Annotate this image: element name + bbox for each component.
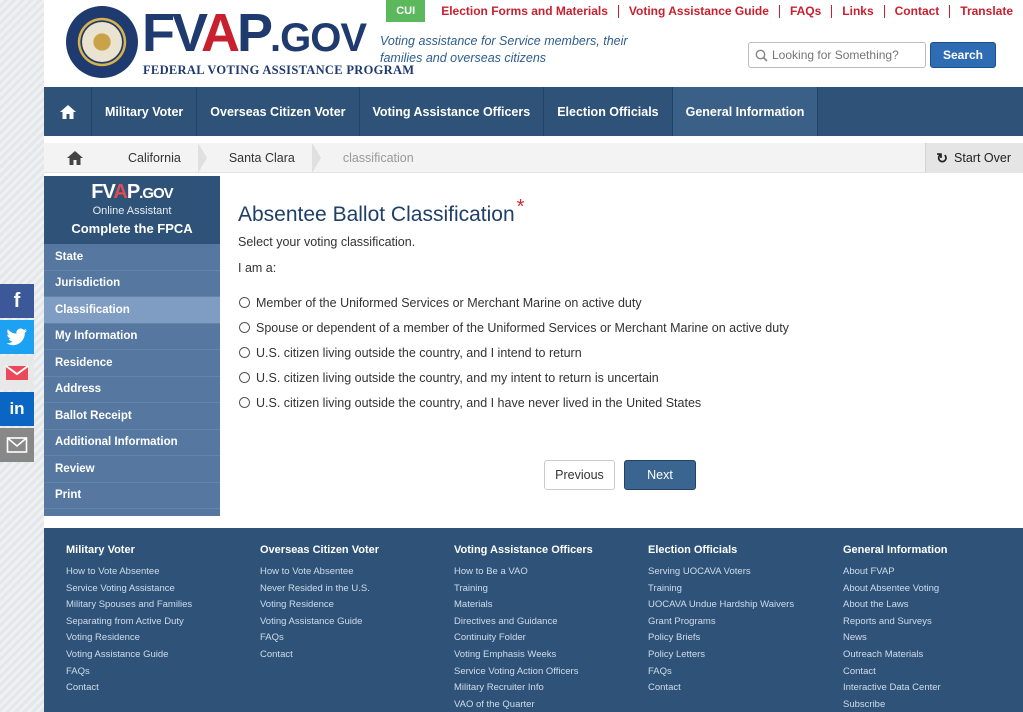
fvap-logo[interactable] [142, 3, 367, 65]
footer-link[interactable]: Interactive Data Center [843, 682, 941, 694]
footer-col-military-voter [66, 544, 192, 697]
footer-link[interactable]: Voting Emphasis Weeks [454, 648, 557, 660]
step-review[interactable]: Review [44, 456, 220, 483]
step-address[interactable]: Address [44, 377, 220, 404]
sb-logo-p: P [126, 181, 140, 203]
footer-link[interactable]: How to Vote Absentee [260, 566, 354, 577]
nav-voting-assistance-officers[interactable]: Voting Assistance Officers [360, 87, 545, 136]
footer-link[interactable]: Voting Assistance Guide [66, 648, 169, 660]
step-ballot-receipt[interactable]: Ballot Receipt [44, 403, 220, 430]
breadcrumb-home[interactable] [44, 143, 106, 173]
option-uniformed-services[interactable] [238, 290, 1008, 315]
footer-link[interactable]: Separating from Active Duty [66, 615, 184, 627]
next-button[interactable]: Next [624, 460, 696, 490]
search-icon [755, 49, 768, 62]
footer-heading: Voting Assistance Officers [454, 544, 593, 556]
footer-col-overseas-citizen [260, 544, 379, 664]
footer-link[interactable]: Grant Programs [648, 615, 716, 627]
footer-link[interactable]: Subscribe [843, 698, 886, 710]
page [44, 0, 1023, 712]
logo-fv: FV [142, 3, 201, 63]
facebook-glyph: f [13, 289, 21, 312]
footer-link[interactable]: Contact [66, 682, 99, 694]
step-list [44, 244, 220, 509]
footer-link[interactable]: Policy Letters [648, 648, 706, 660]
nav-overseas-citizen-voter[interactable]: Overseas Citizen Voter [197, 87, 359, 136]
footer-link[interactable]: Military Spouses and Families [66, 599, 193, 611]
footer-link[interactable]: Voting Assistance Guide [260, 615, 363, 627]
footer-link[interactable]: Training [454, 582, 488, 594]
facebook-icon[interactable] [0, 284, 34, 318]
required-asterisk: * [516, 196, 525, 218]
footer-link[interactable]: FAQs [66, 665, 90, 677]
logo-subtitle: FEDERAL VOTING ASSISTANCE PROGRAM [143, 63, 415, 77]
footer-link[interactable]: Contact [260, 648, 293, 660]
cui-badge: CUI [386, 0, 425, 22]
utility-nav [386, 0, 1023, 22]
footer-link[interactable]: How to Vote Absentee [66, 566, 160, 577]
step-state[interactable]: State [44, 244, 220, 271]
footer-link[interactable]: FAQs [648, 665, 672, 677]
step-jurisdiction[interactable]: Jurisdiction [44, 271, 220, 298]
footer-heading: General Information [843, 544, 948, 556]
option-return-uncertain[interactable] [238, 365, 1008, 390]
i-am-label: I am a: [238, 261, 277, 275]
footer-heading: Election Officials [648, 544, 738, 556]
option-label: U.S. citizen living outside the country, and I intend to return [256, 345, 582, 360]
social-share-bar [0, 284, 34, 464]
wizard-sidebar [44, 176, 220, 516]
nav-election-officials[interactable]: Election Officials [544, 87, 672, 136]
sb-logo-a: A [113, 181, 127, 203]
footer-link[interactable]: Service Voting Action Officers [454, 665, 579, 677]
footer-link[interactable]: Directives and Guidance [454, 615, 558, 627]
footer-link[interactable]: Contact [648, 682, 681, 694]
breadcrumb-state[interactable]: California [106, 143, 207, 173]
step-classification[interactable]: Classification [44, 297, 220, 324]
footer-link[interactable]: News [843, 632, 867, 644]
sb-logo-gov: .GOV [139, 185, 173, 202]
footer-link[interactable]: VAO of the Quarter [454, 698, 535, 710]
breadcrumb-current: classification [342, 150, 414, 165]
logo-p: P [237, 3, 271, 63]
nav-military-voter[interactable]: Military Voter [92, 87, 197, 136]
footer-link[interactable]: UOCAVA Undue Hardship Waivers [648, 599, 795, 611]
online-assistant-label: Online Assistant [92, 205, 172, 217]
footer-heading: Military Voter [66, 544, 135, 556]
previous-button[interactable]: Previous [544, 460, 615, 490]
footer-link[interactable]: About FVAP [843, 566, 895, 577]
dod-seal-icon [66, 6, 138, 78]
home-button[interactable] [44, 87, 92, 136]
start-over-label: Start Over [954, 151, 1011, 165]
breadcrumb [44, 143, 1023, 173]
option-spouse-dependent[interactable] [238, 315, 1008, 340]
sb-logo-fv: FV [91, 181, 114, 203]
option-label: Member of the Uniformed Services or Merchant Marine on active duty [256, 295, 642, 310]
option-intend-to-return[interactable] [238, 340, 1008, 365]
tagline: Voting assistance for Service members, their families and overseas citizens [380, 34, 628, 65]
site-header [44, 0, 1023, 87]
breadcrumb-jurisdiction[interactable]: Santa Clara [207, 143, 321, 173]
radio-button[interactable] [239, 397, 250, 408]
step-my-information[interactable]: My Information [44, 324, 220, 351]
twitter-icon[interactable] [0, 320, 34, 354]
top-link-links[interactable]: Links [831, 5, 883, 18]
sidebar-header [44, 176, 220, 244]
footer-link[interactable]: Never Resided in the U.S. [260, 582, 370, 594]
radio-button[interactable] [239, 297, 250, 308]
page-title-text: Absentee Ballot Classification [238, 203, 515, 226]
option-label: Spouse or dependent of a member of the Uniformed Services or Merchant Marine on active duty [256, 320, 789, 335]
top-link-translate[interactable]: Translate [949, 5, 1023, 18]
home-icon [59, 104, 77, 120]
site-footer [44, 528, 1023, 712]
footer-col-general-information [843, 544, 948, 712]
search-input[interactable] [772, 48, 922, 62]
seal-eagle [82, 22, 122, 62]
top-link-contact[interactable]: Contact [884, 5, 950, 18]
footer-link[interactable]: Materials [454, 599, 493, 611]
footer-link[interactable]: Serving UOCAVA Voters [648, 566, 751, 577]
start-over-button[interactable] [925, 143, 1023, 173]
footer-heading: Overseas Citizen Voter [260, 544, 380, 556]
footer-link[interactable]: FAQs [260, 632, 284, 644]
main-nav [44, 87, 1023, 136]
option-label: U.S. citizen living outside the country, and I have never lived in the United States [256, 395, 702, 410]
footer-link[interactable]: Voting Residence [260, 599, 334, 611]
radio-button[interactable] [239, 372, 250, 383]
radio-button[interactable] [239, 347, 250, 358]
top-link-faqs[interactable]: FAQs [779, 5, 831, 18]
home-icon [66, 150, 84, 166]
step-residence[interactable]: Residence [44, 350, 220, 377]
footer-link[interactable]: Military Recruiter Info [454, 682, 544, 694]
logo-a: A [201, 3, 237, 63]
footer-col-election-officials [648, 544, 794, 697]
sidebar-logo [44, 182, 220, 204]
nav-general-information[interactable]: General Information [673, 87, 819, 136]
step-print[interactable]: Print [44, 483, 220, 510]
footer-link[interactable]: About the Laws [843, 599, 909, 611]
twitter-bird-icon [6, 328, 28, 346]
main-content [238, 176, 1008, 482]
option-label: U.S. citizen living outside the country, and my intent to return is uncertain [256, 370, 659, 385]
footer-link[interactable]: Policy Briefs [648, 632, 701, 644]
footer-link[interactable]: Outreach Materials [843, 648, 924, 660]
classification-options [238, 290, 1008, 415]
sidebar-title: Complete the FPCA [71, 221, 193, 236]
top-link-voting-guide[interactable]: Voting Assistance Guide [618, 5, 779, 18]
logo-gov: .GOV [270, 16, 367, 60]
search-button[interactable]: Search [930, 42, 996, 68]
footer-link[interactable]: Service Voting Assistance [66, 582, 175, 594]
instruction-text: Select your voting classification. [238, 235, 416, 249]
linkedin-icon[interactable] [0, 392, 34, 426]
wizard-buttons [544, 460, 696, 490]
footer-link[interactable]: Training [648, 582, 682, 594]
footer-link[interactable]: Contact [843, 665, 876, 677]
footer-col-vao [454, 544, 593, 712]
footer-link[interactable]: Voting Residence [66, 632, 140, 644]
step-additional-information[interactable]: Additional Information [44, 430, 220, 457]
footer-link[interactable]: How to Be a VAO [454, 566, 528, 577]
search-field[interactable] [748, 42, 926, 68]
refresh-icon: ↻ [936, 149, 949, 166]
option-never-lived-us[interactable] [238, 390, 1008, 415]
email-share-icon[interactable] [0, 356, 34, 390]
linkedin-glyph: in [9, 399, 25, 418]
footer-link[interactable]: About Absentee Voting [843, 582, 940, 594]
page-title [238, 196, 1008, 227]
radio-button[interactable] [239, 322, 250, 333]
footer-link[interactable]: Continuity Folder [454, 632, 526, 644]
top-link-election-forms[interactable]: Election Forms and Materials [441, 3, 608, 18]
mail-outline-icon [6, 436, 28, 454]
footer-link[interactable]: Reports and Surveys [843, 615, 932, 627]
mail-icon[interactable] [0, 428, 34, 462]
envelope-icon [5, 363, 29, 383]
